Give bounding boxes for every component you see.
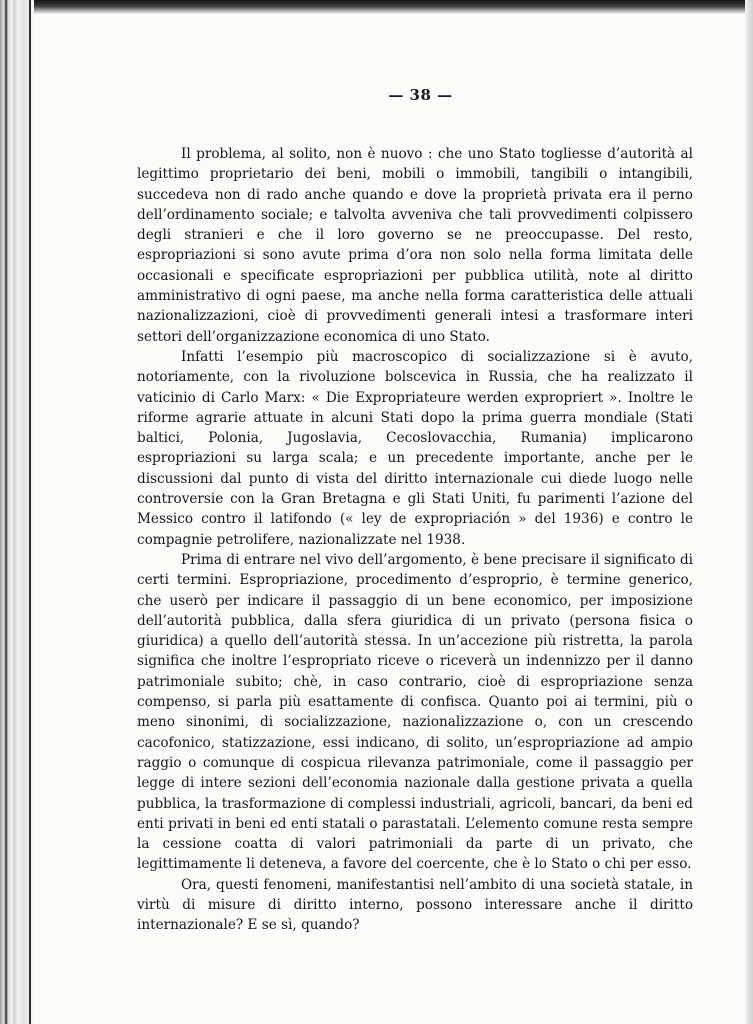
paragraph: Ora, questi fenomeni, manifestantisi nell’ambito di una società statale, in virtù di misure di diritto interno, possono interessare anche il diritto internazionale? E se sì, quando? (137, 876, 693, 934)
paragraph: Infatti l’esempio più macroscopico di socializzazione si è avuto, notoriamente, con la rivoluzione bolscevica in Russia, che ha realizzato il vaticinio di Carlo Marx: « Die Expropriateure werden expropriert ». Inoltre le riforme agrarie attuate in alcuni Stati dopo la prima guerra mondiale (Stati baltici, Polonia, Jugoslavia, Cecoslovacchia, Rumania) implicarono espropriazioni su larga scala; e un precedente importante, anche per le discussioni dal punto di vista del diritto internazionale cui diede luogo nelle controversie con la Gran Bretagna e gli Stati Uniti, fu parimenti l’azione del Messico contro il latifondo (« ley de expropriación » del 1936) e contro le compagnie petrolifere, nazionalizzate nel 1938. (137, 348, 693, 548)
binding-line (29, 0, 31, 1024)
body-text (137, 144, 693, 936)
paragraph: Il problema, al solito, non è nuovo : che uno Stato togliesse d’autorità al legittimo proprietario dei beni, mobili o immobili, tangibili o intangibili, succedeva non di rado anche quando e dove la proprietà privata era il perno dell’ordinamento sociale; e talvolta avveniva che tali provvedimenti colpissero degli stranieri e che il loro governo se ne preoccupasse. Del resto, espropriazioni si sono avute prima d’ora non solo nella forma limitata delle occasionali e specificate espropriazioni per pubblica utilità, note al diritto amministrativo di ogni paese, ma anche nella forma caratteristica delle attuali nazionalizzazioni, cioè di provvedimenti generali intesi a trasformare interi settori dell’organizzazione economica di uno Stato. (137, 146, 693, 345)
page-number: — 38 — (388, 86, 453, 104)
paragraph: Prima di entrare nel vivo dell’argomento, è bene precisare il significato di certi termini. Espropriazione, procedimento d’esproprio, è termine generico, che userò per indicare il passaggio di un bene economico, per imposizione dell’autorità pubblica, dalla sfera giuridica di un privato (persona fisica o giuridica) a quello dell’autorità stessa. In un’accezione più ristretta, la parola significa che inoltre l’espropriato riceve o riceverà un indennizzo per il danno patrimoniale subito; chè, in caso contrario, cioè di espropriazione senza compenso, si parla più esattamente di confisca. Quanto poi ai termini, più o meno sinonimi, di socializzazione, nazionalizzazione o, con un crescendo cacofonico, statizzazione, essi indicano, di solito, un’espropriazione ad ampio raggio o comunque di cospicua rilevanza patrimoniale, come il passaggio per legge di intere sezioni dell’economia nazionale dalla gestione privata a quella pubblica, la trasformazione di complessi industriali, agricoli, bancari, da beni ed enti privati in beni ed enti statali o parastatali. L’elemento comune resta sempre la cessione coatta di valori patrimoniali da parte di un privato, che legittimamente li deteneva, a favore del coercente, che è lo Stato o chi per esso. (137, 551, 693, 873)
page-top-edge (0, 0, 753, 14)
page-right-edge (745, 0, 753, 1024)
